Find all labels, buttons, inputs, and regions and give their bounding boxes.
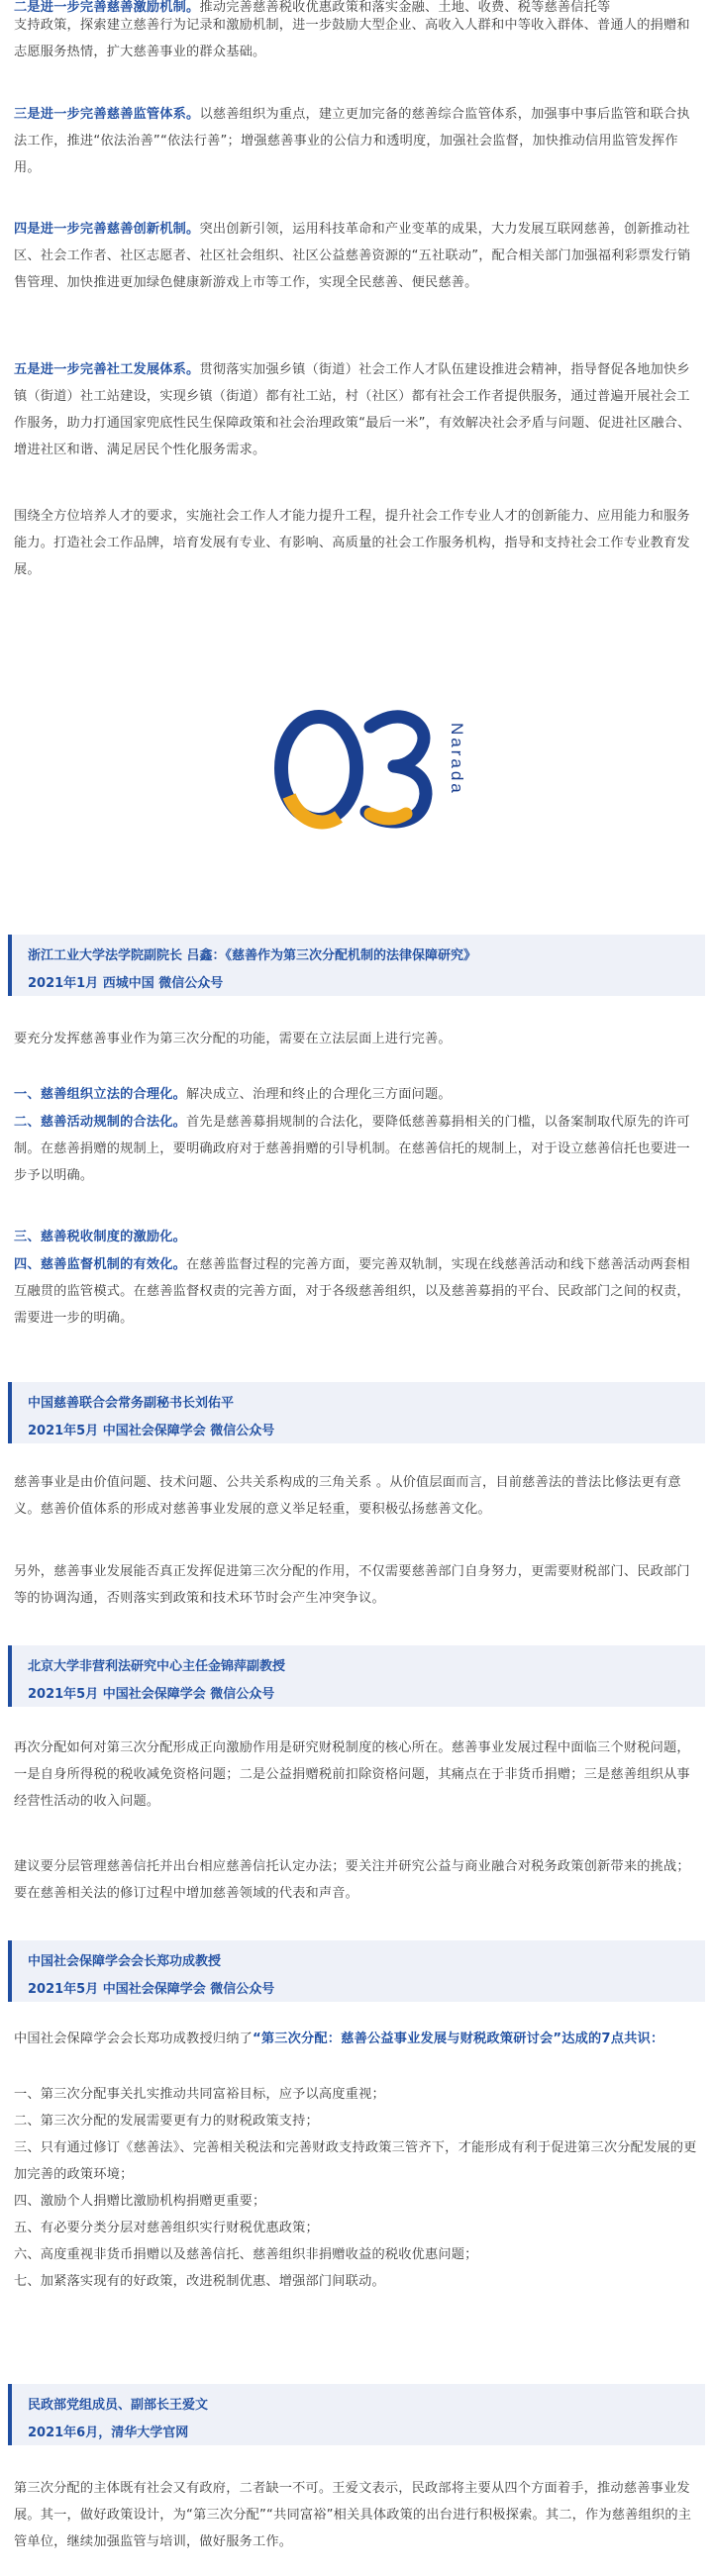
logo-zero-accent [289,796,339,822]
wang-paragraph: 第三次分配的主体既有社会又有政府，二者缺一不可。王爱文表示，民政部将主要从四个方面着手，推动慈善事业发展。其一，做好政策设计，为“第三次分配”“共同富裕”相关具体政策的出台进行积极探索。其二，作为慈善组织的主管单位，继续加强监管与培训，做好服务工作。 [14,2481,692,2549]
lv-intro: 要充分发挥慈善事业作为第三次分配的功能，需要在立法层面上进行完善。 [14,1032,452,1046]
consensus-item: 七、加紧落实现有的好政策，改进税制优惠、增强部门间联动。 [14,2274,385,2289]
liu-paragraph-1: 慈善事业是由价值问题、技术问题、公共关系构成的三角关系 。从价值层面而言，目前慈善法的普法比修法更有意义。慈善价值体系的形成对慈善事业发展的意义举足轻重，要积极弘扬慈善文化。 [14,1475,681,1517]
point5-text: 贯彻落实加强乡镇（街道）社会工作人才队伍建设推进会精神，指导督促各地加快乡镇（街道）社工站建设，实现乡镇（街道）都有社工站，村（社区）都有社会工作者提供服务，通过普遍开展社会工作服务，助力打通国家兜底性民生保障政策和社会治理政策“最后一米”，有效解决社会矛盾与问题、促进社区融合、增进社区和谐、满足居民个性化服务需求。 [14,362,691,457]
card-line-title: 民政部党组成员、副部长王爱文 [28,2398,209,2413]
point3-text: 以慈善组织为重点，建立更加完备的慈善综合监管体系，加强事中事后监管和联合执法工作，推进“依法治善”“依法行善”；增强慈善事业的公信力和透明度，加强社会监督，加快推动信用监管发挥作用。 [14,107,690,175]
card-line-source: 2021年5月 中国社会保障学会 微信公众号 [28,1982,275,1997]
card-line-title: 中国慈善联合会常务副秘书长刘佑平 [28,1396,235,1411]
point4-text: 突出创新引领，运用科技革命和产业变革的成果，大力发展互联网慈善，创新推动社区、社会工作者、社区志愿者、社区社会组织、社区公益慈善资源的“五社联动”，配合相关部门加强福利彩票发行销售管理、加快推进更加绿色健康新游戏上市等工作，实现全民慈善、便民慈善。 [14,222,691,290]
lv-point-4 [14,1251,699,1332]
lv-point-4-text: 在慈善监督过程的完善方面，要完善双轨制，实现在线慈善活动和线下慈善活动两套相互融贯的监管模式。在慈善监督权责的完善方面，对于各级慈善组织，以及慈善募捐的平台、民政部门之间的权责，需要进一步的明确。 [14,1257,690,1326]
card-line-source: 2021年6月，清华大学官网 [28,2426,189,2440]
zheng-intro [14,2026,699,2052]
liu-paragraph-2: 另外，慈善事业发展能否真正发挥促进第三次分配的作用，不仅需要慈善部门自身努力，更需要财税部门、民政部门等的协调沟通，否则落实到政策和技术环节时会产生冲突争议。 [14,1564,690,1606]
zheng-intro-pre: 中国社会保障学会会长郑功成教授归纳了 [14,2031,253,2046]
consensus-item: 三、只有通过修订《慈善法》、完善相关税法和完善财政支持政策三管齐下，才能形成有利于促进第三次分配发展的更加完善的政策环境； [14,2140,697,2182]
point4-lead: 四是进一步完善慈善创新机制。 [14,222,200,237]
consensus-item: 四、激励个人捐赠比激励机构捐赠更重要； [14,2194,266,2209]
intro-tail-paragraph: 支持政策，探索建立慈善行为记录和激励机制，进一步鼓励大型企业、高收入人群和中等收入群体、普通人的捐赠和志愿服务热情，扩大慈善事业的群众基础。 [14,18,690,59]
logo-brand-text: Narada [448,723,466,796]
point3-lead: 三是进一步完善慈善监管体系。 [14,107,200,122]
zheng-intro-bold: “第三次分配：慈善公益事业发展与财税政策研讨会”达成的7点共识： [252,2031,664,2046]
point4-paragraph [14,216,699,296]
lv-point-2-lead: 二、慈善活动规制的合法化。 [14,1115,187,1130]
lv-point-2 [14,1109,699,1189]
consensus-item: 一、第三次分配事关扎实推动共同富裕目标，应予以高度重视； [14,2087,385,2102]
lv-point-2-text: 首先是慈善募捐规制的合法化，要降低慈善募捐相关的门槛，以备案制取代原先的许可制。在慈善捐赠的规制上，要明确政府对于慈善捐赠的引导机制。在慈善信托的规制上，对于设立慈善信托也要进一步予以明确。 [14,1115,690,1183]
point5-lead: 五是进一步完善社工发展体系。 [14,362,200,377]
quote-card-wang-aiwen [8,2384,705,2445]
lv-point-1 [14,1081,699,1108]
consensus-item: 五、有必要分类分层对慈善组织实行财税优惠政策； [14,2221,319,2235]
card-line-title: 中国社会保障学会会长郑功成教授 [28,1954,222,1969]
jin-paragraph-1: 再次分配如何对第三次分配形成正向激励作用是研究财税制度的核心所在。慈善事业发展过程中面临三个财税问题，一是自身所得税的税收减免资格问题；二是公益捐赠税前扣除资格问题，其痛点在于非货币捐赠；三是慈善组织从事经营性活动的收入问题。 [14,1740,690,1809]
lv-point-3-lead: 三、慈善税收制度的激励化。 [14,1230,187,1244]
point2-text-cropped: 推动完善慈善税收优惠政策和落实金融、土地、收费、税等慈善信托等 [199,0,611,15]
lv-point-1-lead: 一、慈善组织立法的合理化。 [14,1087,187,1102]
point2-lead-cropped: 二是进一步完善慈善激励机制。 [14,0,200,15]
quote-card-lv-xin [8,935,705,996]
card-line-title: 北京大学非营利法研究中心主任金锦萍副教授 [28,1659,286,1674]
talent-paragraph: 围绕全方位培养人才的要求，实施社会工作人才能力提升工程，提升社会工作专业人才的创新能力、应用能力和服务能力。打造社会工作品牌，培育发展有专业、有影响、高质量的社会工作服务机构，指导和支持社会工作专业教育发展。 [14,509,690,577]
quote-card-liu-youping [8,1382,705,1443]
lv-point-1-text: 解决成立、治理和终止的合理化三方面问题。 [186,1087,452,1102]
lv-point-3 [14,1224,699,1250]
logo-three-top [370,717,424,766]
consensus-list [14,2081,699,2295]
logo-three-accent [370,814,406,819]
consensus-item: 二、第三次分配的发展需要更有力的财税政策支持； [14,2114,319,2129]
point3-paragraph [14,101,699,181]
card-line-source: 2021年5月 中国社会保障学会 微信公众号 [28,1687,275,1702]
section-03-logo [267,697,485,845]
consensus-item: 六、高度重视非货币捐赠以及慈善信托、慈善组织非捐赠收益的税收优惠问题； [14,2247,478,2262]
jin-paragraph-2: 建议要分层管理慈善信托并出台相应慈善信托认定办法；要关注并研究公益与商业融合对税务政策创新带来的挑战；要在慈善相关法的修订过程中增加慈善领域的代表和声音。 [14,1859,690,1901]
quote-card-zheng-gongcheng [8,1940,705,2002]
card-line-source: 2021年5月 中国社会保障学会 微信公众号 [28,1424,275,1438]
lv-point-4-lead: 四、慈善监督机制的有效化。 [14,1257,187,1272]
quote-card-jin-jinping [8,1645,705,1707]
card-line-source: 2021年1月 西城中国 微信公众号 [28,976,224,991]
card-line-title: 浙江工业大学法学院副院长 吕鑫：《慈善作为第三次分配机制的法律保障研究》 [28,948,477,963]
point5-paragraph [14,356,699,463]
